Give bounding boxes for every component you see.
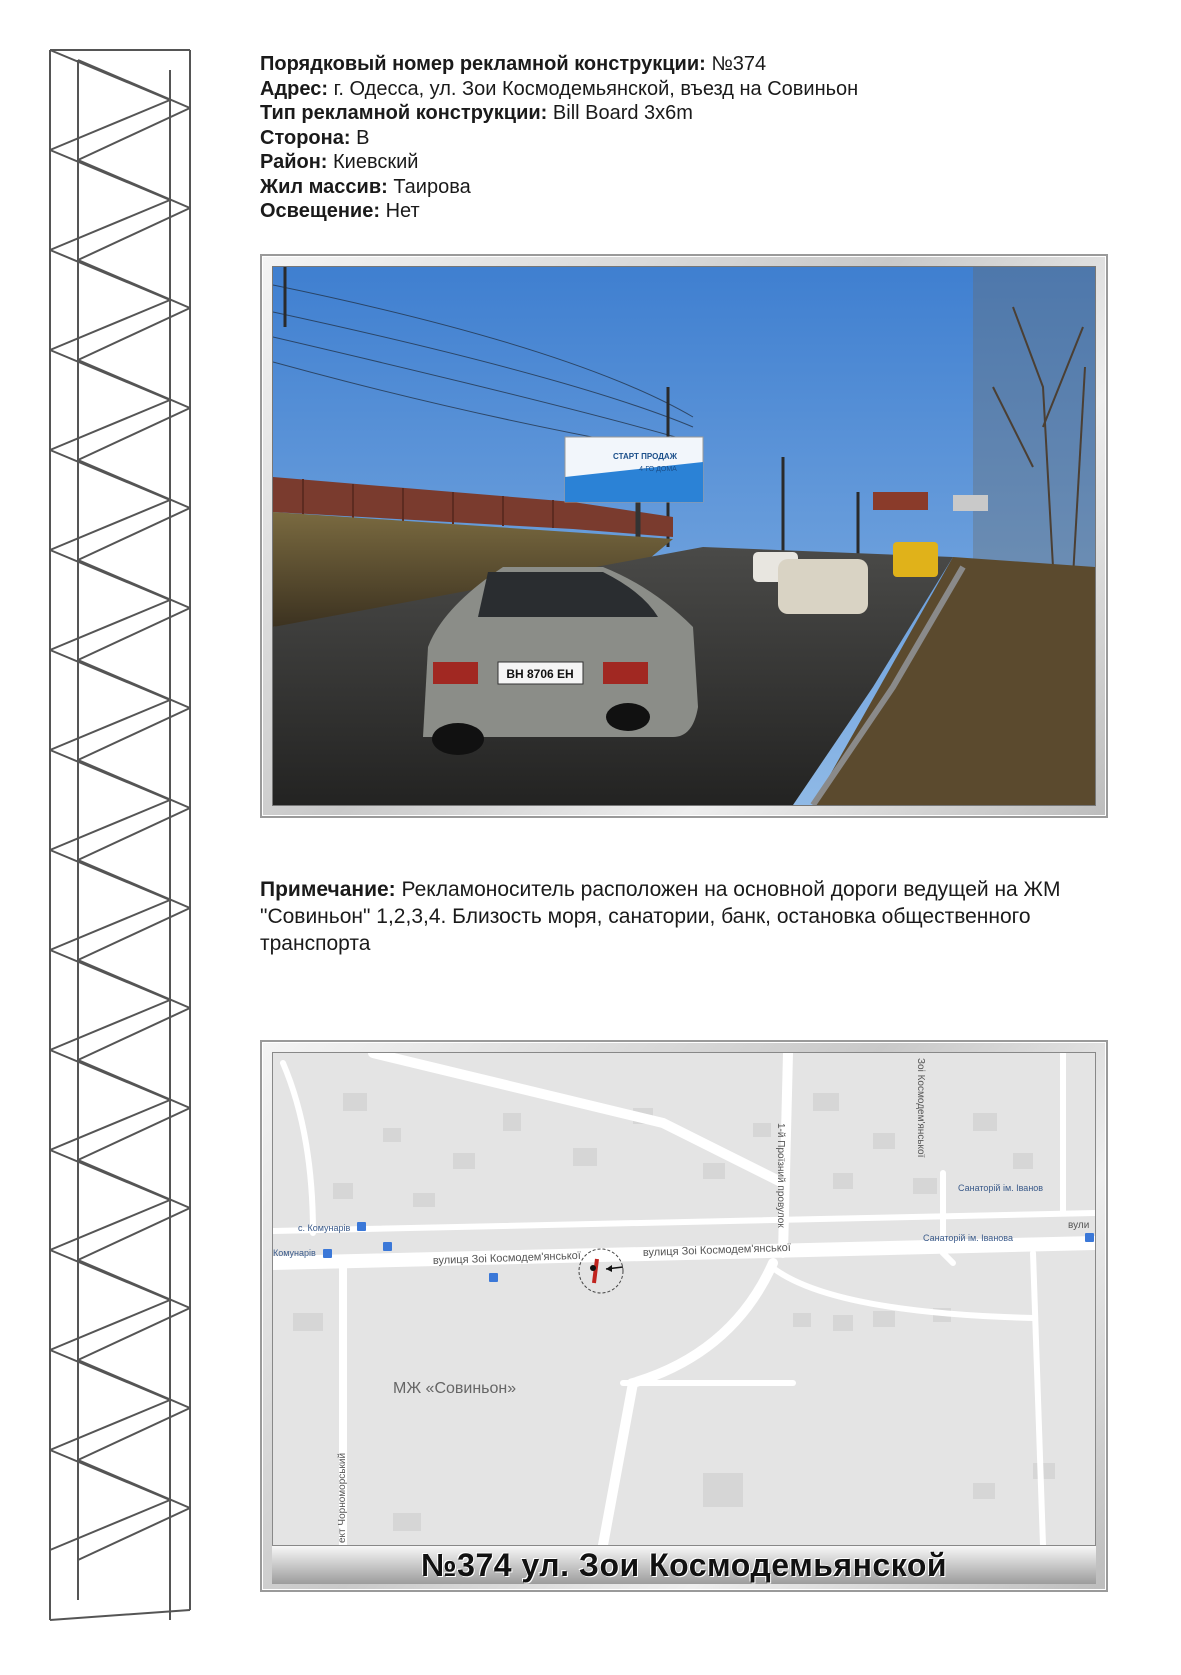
- map-caption: №374 ул. Зои Космодемьянской: [272, 1546, 1096, 1584]
- side-value: В: [356, 126, 370, 149]
- note-label: Примечание:: [260, 878, 396, 901]
- map: [272, 1052, 1096, 1546]
- district-value: Киевский: [333, 151, 419, 173]
- massif-value: Таирова: [393, 175, 471, 198]
- map-stop-left-2: Комунарів: [273, 1248, 316, 1258]
- lighting-value: Нет: [385, 200, 420, 222]
- map-district-label: МЖ «Совиньон»: [393, 1380, 517, 1397]
- side-row: Сторона: В: [260, 126, 370, 149]
- map-street-vertical: 1-й Проїзний провулок: [775, 1123, 786, 1228]
- map-street-bottom-left: ект Чорноморський: [337, 1452, 348, 1543]
- info-block: [260, 52, 1120, 224]
- map-street-vertical-right: Зоі Космодем'янської: [915, 1058, 926, 1158]
- billboard-headline: СТАРТ ПРОДАЖ: [613, 452, 677, 461]
- street-photo-illustration: [273, 267, 1095, 805]
- map-stop-left-1: с. Комунарів: [298, 1223, 351, 1233]
- map-illustration: [273, 1053, 1095, 1545]
- lighting-row: Освещение: Нет: [260, 200, 420, 222]
- address-row: Адрес: г. Одесса, ул. Зои Космодемьянской, въезд на Совиньон: [260, 77, 859, 100]
- number-value: №374: [711, 53, 767, 75]
- massif-row: Жил массив: Таирова: [260, 175, 471, 198]
- truss-decoration: [40, 40, 200, 1640]
- district-row: Район: Киевский: [260, 151, 419, 173]
- map-stop-right-2: Санаторій ім. Іванова: [923, 1233, 1013, 1243]
- type-value: Bill Board 3х6m: [552, 102, 693, 124]
- street-photo: [272, 266, 1096, 806]
- type-row: Тип рекламной конструкции: Bill Board 3х6m: [260, 102, 693, 124]
- photo-frame: [260, 254, 1108, 818]
- note-text: Рекламоноситель расположен на основной дороги ведущей на ЖМ "Совиньон" 1,2,3,4. Близость моря, санатории, банк, остановка общественного транспорта: [260, 878, 1061, 955]
- number-row: Порядковый номер рекламной конструкции: №374: [260, 53, 767, 75]
- map-stop-right-1: Санаторій ім. Іванов: [958, 1183, 1044, 1193]
- billboard-subline: 4-ГО ДОМА: [639, 466, 677, 473]
- map-street-edge: вули: [1068, 1220, 1090, 1231]
- note-block: [260, 876, 1120, 957]
- license-plate: ВН 8706 ЕН: [506, 667, 574, 681]
- map-street-main-left: вулиця Зоі Космодем'янської: [432, 1249, 582, 1267]
- map-street-main-right: вулиця Зоі Космодем'янської: [642, 1241, 792, 1259]
- address-value: г. Одесса, ул. Зои Космодемьянской, въезд на Совиньон: [333, 77, 859, 100]
- map-frame: [260, 1040, 1108, 1592]
